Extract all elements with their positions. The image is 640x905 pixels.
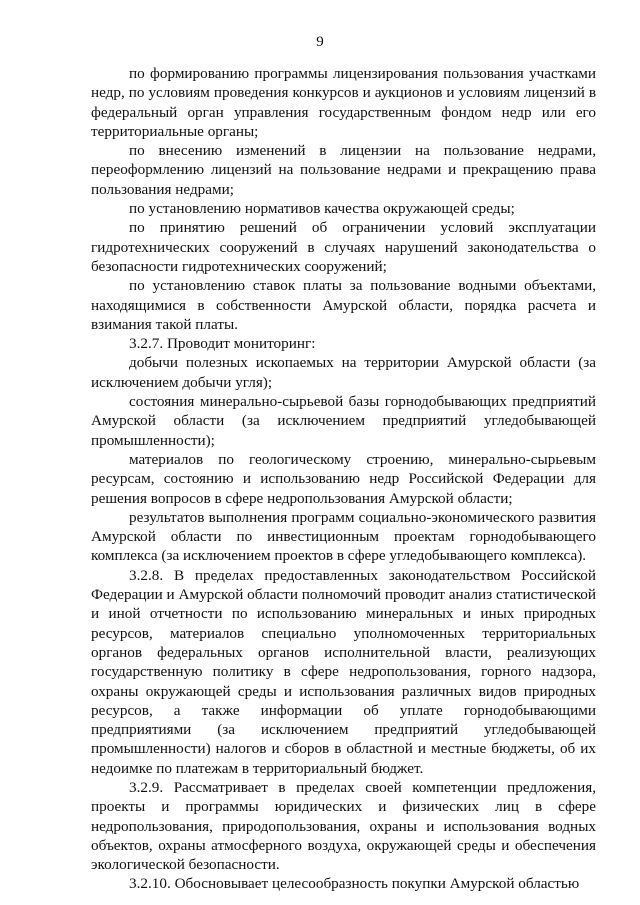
paragraph-licensing-program: по формированию программы лицензирования пользования участками недр, по условиям проведения конкурсов и аукционов и условиям лицензий в федеральный орган управления государственным фондом недр или его территориальные органы; xyxy=(91,65,596,140)
paragraph-hydrotechnical-restrictions: по принятию решений об ограничении условий эксплуатации гидротехнических сооружений в случаях нарушений законодательства о безопасности гидротехнических сооружений; xyxy=(91,219,596,275)
document-body xyxy=(91,64,596,894)
paragraph-program-results: результатов выполнения программ социально-экономического развития Амурской области по инвестиционным проектам горнодобывающего комплекса (за исключением проектов в сфере угледобывающего комплекса). xyxy=(91,508,596,565)
paragraph-mining-monitoring: добычи полезных ископаемых на территории Амурской области (за исключением добычи угля); xyxy=(91,354,596,391)
page-number: 9 xyxy=(316,34,324,50)
paragraph-mineral-base-monitoring: состояния минерально-сырьевой базы горнодобывающих предприятий Амурской области (за исключением предприятий угледобывающей промышленности); xyxy=(91,393,596,449)
paragraph-3-2-7-heading: 3.2.7. Проводит мониторинг: xyxy=(129,335,316,353)
paragraph-3-2-10: 3.2.10. Обосновывает целесообразность покупки Амурской областью xyxy=(129,875,580,893)
paragraph-water-fee-rates: по установлению ставок платы за пользование водными объектами, находящимися в собственности Амурской области, порядка расчета и взимания такой платы. xyxy=(91,277,596,333)
paragraph-3-2-9: 3.2.9. Рассматривает в пределах своей компетенции предложения, проекты и программы юридических и физических лиц в сфере недропользования, природопользования, охраны и использования водных объектов, охраны атмосферного воздуха, окружающей среды и обеспечения экологической безопасности. xyxy=(91,778,596,874)
paragraph-geology-materials: материалов по геологическому строению, минерально-сырьевым ресурсам, состоянию и использованию недр Российской Федерации для решения вопросов в сфере недропользования Амурской области; xyxy=(91,450,596,507)
paragraph-license-changes: по внесению изменений в лицензии на пользование недрами, переоформлению лицензий на пользование недрами и прекращению права пользования недрами; xyxy=(91,142,596,198)
paragraph-3-2-8: 3.2.8. В пределах предоставленных законодательством Российской Федерации и Амурской области полномочий проводит анализ статистической и иной отчетности по использованию минеральных и иных природных ресурсов, материалов специально уполномоченных территориальных органов федеральных органов исполнительной власти, реализующих государственную политику в сфере недропользования, горного надзора, охраны окружающей среды и использования различных видов природных ресурсов, а также информации об уплате горнодобывающими предприятиями (за исключением предприятий угледобывающей промышленности) налогов и сборов в областной и местные бюджеты, об их недоимке по платежам в территориальный бюджет. xyxy=(91,566,596,777)
paragraph-environment-standards: по установлению нормативов качества окружающей среды; xyxy=(129,200,515,218)
